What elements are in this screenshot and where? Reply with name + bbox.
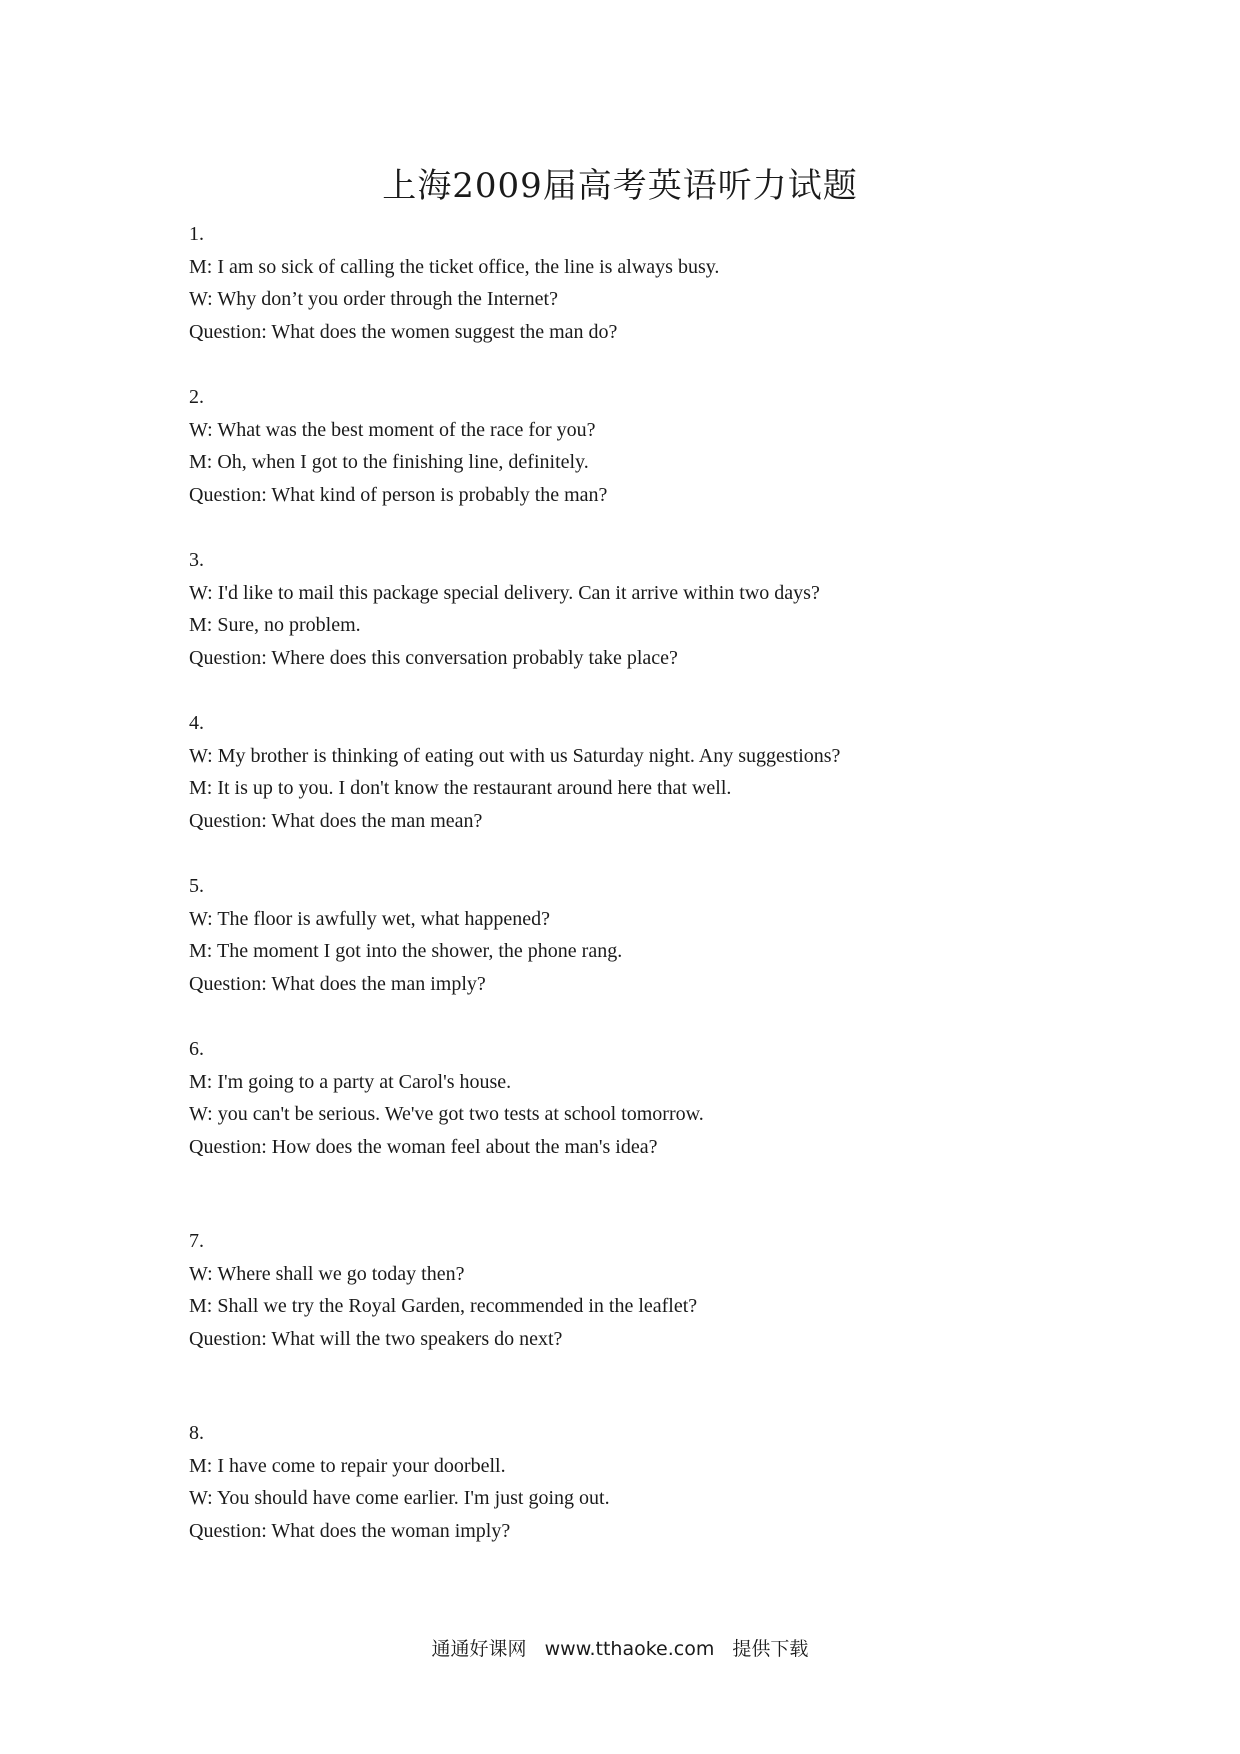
dialogue-line: W: Where shall we go today then?	[189, 1262, 465, 1285]
question-item-4	[189, 707, 1129, 837]
dialogue-line: M: I have come to repair your doorbell.	[189, 1454, 506, 1477]
dialogue-line: W: Why don’t you order through the Internet?	[189, 288, 558, 311]
question-number: 3.	[189, 549, 204, 571]
dialogue-line: W: You should have come earlier. I'm just going out.	[189, 1487, 610, 1510]
question-line: Question: What does the man imply?	[189, 972, 486, 995]
dialogue-line: M: It is up to you. I don't know the restaurant around here that well.	[189, 777, 732, 800]
dialogue-line: W: you can't be serious. We've got two tests at school tomorrow.	[189, 1103, 704, 1126]
question-number: 8.	[189, 1422, 204, 1444]
question-line: Question: What does the man mean?	[189, 809, 483, 832]
question-item-7	[189, 1225, 1129, 1355]
page-footer	[0, 1634, 1240, 1661]
dialogue-line: M: I am so sick of calling the ticket office, the line is always busy.	[189, 255, 720, 278]
question-item-8	[189, 1417, 1129, 1547]
question-number: 6.	[189, 1038, 204, 1060]
dialogue-line: M: Shall we try the Royal Garden, recommended in the leaflet?	[189, 1295, 698, 1318]
question-line: Question: What does the woman imply?	[189, 1519, 511, 1542]
question-line: Question: What does the women suggest the man do?	[189, 320, 618, 343]
footer-url[interactable]: www.tthaoke.com	[544, 1638, 715, 1660]
dialogue-line: M: Oh, when I got to the finishing line, definitely.	[189, 451, 589, 474]
footer-site-name: 通通好课网	[431, 1638, 527, 1660]
question-line: Question: What kind of person is probably the man?	[189, 483, 608, 506]
question-item-5	[189, 870, 1129, 1000]
question-number: 1.	[189, 223, 204, 245]
question-number: 5.	[189, 875, 204, 897]
question-line: Question: What will the two speakers do next?	[189, 1327, 563, 1350]
question-item-6	[189, 1033, 1129, 1163]
question-number: 2.	[189, 386, 204, 408]
dialogue-line: W: The floor is awfully wet, what happened?	[189, 907, 550, 930]
question-number: 4.	[189, 712, 204, 734]
dialogue-line: W: I'd like to mail this package special delivery. Can it arrive within two days?	[189, 581, 820, 604]
question-line: Question: How does the woman feel about the man's idea?	[189, 1135, 658, 1158]
dialogue-line: W: What was the best moment of the race for you?	[189, 418, 596, 441]
dialogue-line: W: My brother is thinking of eating out with us Saturday night. Any suggestions?	[189, 744, 841, 767]
question-item-1	[189, 218, 1129, 348]
footer-note: 提供下载	[732, 1638, 809, 1660]
question-item-2	[189, 381, 1129, 511]
dialogue-line: M: Sure, no problem.	[189, 614, 361, 637]
question-item-3	[189, 544, 1129, 674]
page-title: 上海2009届高考英语听力试题	[382, 166, 858, 206]
question-line: Question: Where does this conversation probably take place?	[189, 646, 678, 669]
dialogue-line: M: I'm going to a party at Carol's house.	[189, 1070, 512, 1093]
dialogue-line: M: The moment I got into the shower, the phone rang.	[189, 940, 623, 963]
question-number: 7.	[189, 1230, 204, 1252]
